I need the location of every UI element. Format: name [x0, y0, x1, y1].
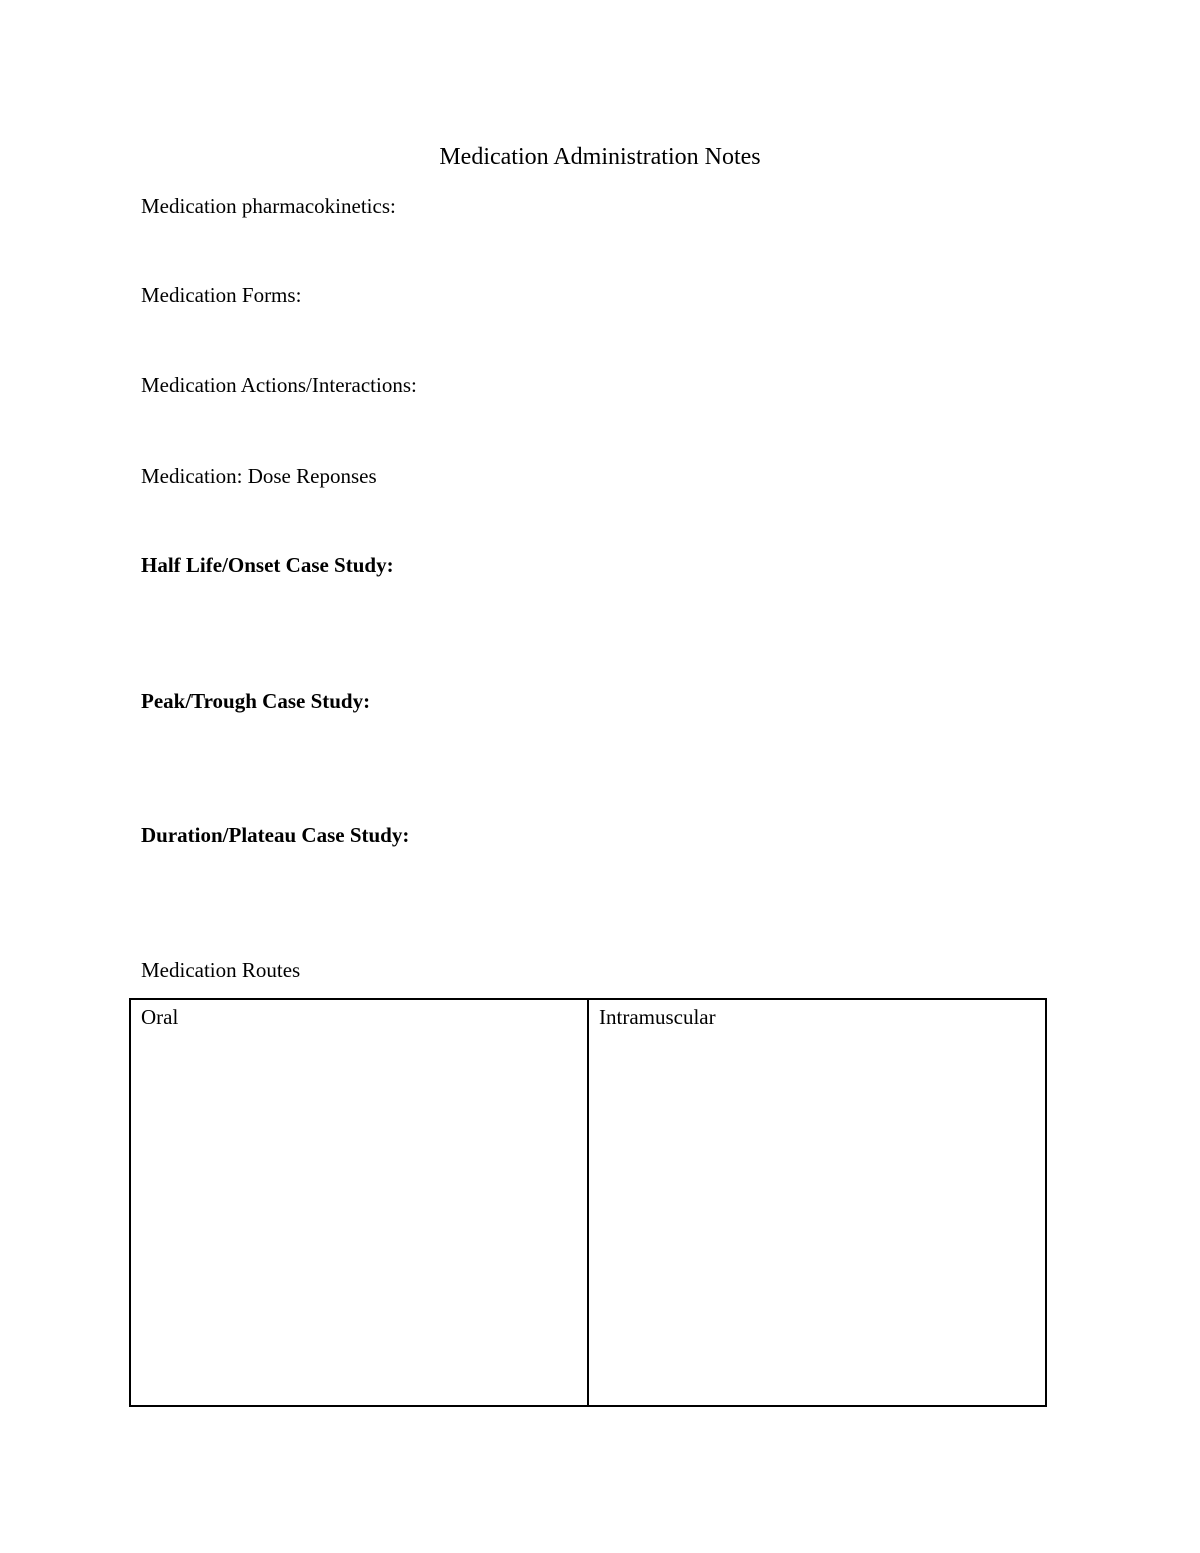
case-study-peak-trough: Peak/Trough Case Study: [141, 689, 371, 713]
section-pharmacokinetics: Medication pharmacokinetics: [141, 194, 396, 218]
routes-table [129, 998, 1047, 1407]
routes-heading: Medication Routes [141, 958, 301, 982]
routes-cell-oral [131, 1000, 587, 1405]
section-dose-responses: Medication: Dose Reponses [141, 464, 377, 488]
case-study-duration-plateau: Duration/Plateau Case Study: [141, 823, 410, 847]
routes-cell-intramuscular [587, 1000, 1045, 1405]
page-title: Medication Administration Notes [439, 144, 761, 170]
routes-column-label: Oral [141, 1005, 179, 1029]
section-actions-interactions: Medication Actions/Interactions: [141, 373, 417, 397]
routes-column-label: Intramuscular [599, 1005, 716, 1029]
case-study-half-life: Half Life/Onset Case Study: [141, 553, 394, 577]
section-forms: Medication Forms: [141, 283, 302, 307]
